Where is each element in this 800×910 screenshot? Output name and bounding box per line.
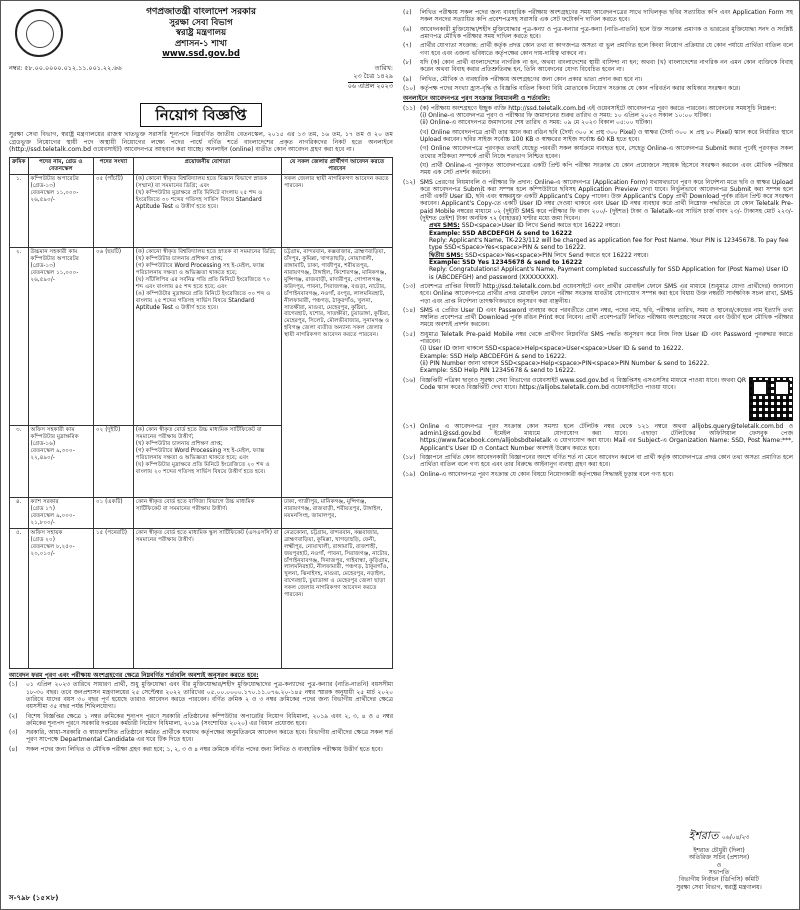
signature-block: [649, 829, 789, 891]
list-item: (৭) প্রার্থীর যোগ্যতা সংক্রান্ত: প্রার্থী কর্তৃক প্রদত্ত কোন তথ্য বা কাগজপত্র অসত্য বা ভুল প্রমাণিত হলে কিংবা নিয়োগ প্রক্রিয়ার যে কোন পর্যায়ে প্রার্থিতা বাতিল বলে গণ্য হবে এবং এজন্য ভবিষ্যতে কর্তৃপক্ষের কোন দায়-দায়িত্ব থাকবে না।: [403, 42, 793, 57]
notice-title: নিয়োগ বিজ্ঞপ্তি: [140, 103, 261, 127]
list-item: (১১) (ক) পরীক্ষায় অংশগ্রহণে ইচ্ছুক ব্যক্তি http://ssd.teletalk.com.bd এই ওয়েবসাইটে আবেদনপত্র পূরণ করতে পারবেন। আবেদনের সময়সূচি নিম্নরূপ: (i) Online-এ আবেদনপত্র পূরণ ও পরীক্ষার ফি জমাদানের শুরুর তারিখ ও সময়: ১০ এপ্রিল ২০২৩ সকাল ১০:০০ ঘটিকা। (ii) Online-এ আবেদনপত্র জমাদানের শেষ তারিখ ও সময়: ০৯ মে ২০২৩ বিকাল ০৫:০০ ঘটিকা।: [403, 104, 777, 127]
notice-title-box: [9, 103, 393, 127]
first-sms-format: SSD<space>User ID লিখে Send করতে হবে 16222 নম্বরে।: [461, 222, 621, 230]
th-qualification: প্রয়োজনীয় যোগ্যতা: [133, 157, 281, 174]
first-sms-example: Example: SSD ABCDEFGH & send to 16222: [429, 229, 573, 237]
intro-paragraph: সুরক্ষা সেবা বিভাগ, স্বরাষ্ট্র মন্ত্রণালয়ের রাজস্ব খাতভুক্ত সরাসরি শূন্যপদে নিম্নবর্ণিত জাতীয় বেতনস্কেল, ২০১৫ এর ১৩ তম, ১৬ তম, ১৭ তম ও ২০ তম গ্রেডভুক্ত নিয়োগের স্থায়ী পদে অস্থায়ী নিয়োগের লক্ষ্যে পদের পার্শ্বে বর্ণিত শর্তে বাংলাদেশের প্রকৃত নাগরিকদের নিকট হতে অনলাইনে (http://ssd.teletalk.com.bd ওয়েবসাইট) আবেদনপত্র আহবান করা যাচ্ছে। অনলাইন (online) ব্যতীত কোন আবেদন গ্রহণ করা হবে না।: [9, 131, 393, 154]
list-item: (১৮) বিজ্ঞাপনে প্রার্থিত কোন আবেদনকারী বিজ্ঞাপনের অংশে বর্ণিত শর্ত না মেনে আবেদন করলে বা প্রার্থী কর্তৃক আবেদনপত্রে প্রদত্ত কোন তথ্য অসত্য প্রমাণিত হলে প্রার্থিতা বাতিল বলে গণ্য হবে এবং তার বিরুদ্ধে আইনানুগ ব্যবস্থা গ্রহণ করা হবে।: [403, 453, 793, 469]
right-conditions-list-b: [403, 105, 793, 223]
list-item: (১৪) SMS এ প্রেরিত User ID এবং Password ব্যবহার করে পরবর্তীতে রোল নম্বর, পদের নাম, ছবি, পরীক্ষার তারিখ, সময় ও স্থানের/কেন্দ্রের নাম ইত্যাদি তথ্য সম্বলিত প্রবেশপত্র প্রার্থী Download পূর্বক রঙিন Print করে নিবেন। প্রার্থী প্রবেশপত্রটি লিখিত পরীক্ষায় অংশগ্রহণের সময়ে এবং উত্তীর্ণ হলে মৌখিক পরীক্ষার সময়ে অবশ্যই প্রদর্শন করবেন।: [403, 306, 793, 329]
right-conditions-list-c: [403, 283, 793, 478]
qr-code-icon[interactable]: [749, 377, 793, 421]
list-item: (ঘ) প্রার্থী Online-এ পূরণকৃত আবেদনপত্রের একটি প্রিন্ট কপি পরীক্ষা সংক্রান্ত যে কোন প্রয়োজনে সহায়ক হিসেবে সংরক্ষণ করবেন এবং মৌখিক পরীক্ষার সময় এক সেট প্রদর্শন করবেন।: [420, 161, 793, 177]
cell-post-name: উচ্চমান সহকারী কাম কম্পিউটার অপারেটর (গ্রেড-১৩) বেতনস্কেল ১১,০০০- ২৬,৫৯০/-: [28, 247, 93, 425]
cell-qualification: কোন স্বীকৃত বোর্ড হতে বাণিজ্য বিভাগে উচ্চ মাধ্যমিক সার্টিফিকেট বা সমমানের পরীক্ষায় উত্তীর্ণ।: [133, 497, 281, 528]
govt-header: [9, 7, 393, 99]
list-item: (১) ০১ এপ্রিল ২০২৩ তারিখে সাধারণ প্রার্থী, শুধু মুক্তিযোদ্ধা এবং বীর মুক্তিযোদ্ধার/শহীদ মুক্তিযোদ্ধাদের পুত্র-কন্যাদের পুত্র-কন্যার (নাতি-নাতনি) বয়সসীমা ১৮-৩০ বছর। তবে জনপ্রশাসন মন্ত্রণালয়ের ২৫ সেপ্টেম্বর ২০২২ তারিখের ০৫.০০.০০০০.১৭০.১১.০৭৬.২০-১৪৫ নম্বর স্মারক অনুযায়ী ২৫ মার্চ ২০২০ তারিখে যাদের বয়স ৩০ বছর পূর্ণ হয়েছে তারাও আবেদন করতে পারবেন। বর্ণিত ক্রমিক ২ ও ৩ নম্বর ক্রমিকের পদের জন্য বিভাগীয় প্রার্থীদের ক্ষেত্রে বয়সসীমা ৩৫ বছর পর্যন্ত শিথিলযোগ্য।: [9, 681, 393, 711]
cell-post-name: অফিস সহকারী কাম কম্পিউটার মুদ্রাক্ষরিক (গ্রেড-১৬) বেতনস্কেল ৯,৩০০- ২২,৪৯০/-: [28, 425, 93, 497]
list-item: (৮) যদি (ক) কোন প্রার্থী বাংলাদেশের নাগরিক না হন, অথবা বাংলাদেশের স্থায়ী বাসিন্দা না হন; অথবা (খ) বাংলাদেশের নাগরিক নন এমন কোন ব্যক্তিকে বিবাহ করেন অথবা বিবাহ করার প্রতিশ্রুতিবদ্ধ হন, তিনি আবেদনের যোগ্য বিবেচিত হবেন না।: [403, 58, 793, 74]
second-sms-format: SSD<space>Yes<space>PIN লিখে Send করতে হবে 16222 নম্বরে।: [465, 251, 649, 259]
cell-post-count: ০২ (দুইটি): [93, 425, 133, 497]
list-item: (১৭) Online এ আবেদনপত্র পূরণ সংক্রান্ত কোন সমস্যা হলে টেলিটক নম্বর থেকে ১২১ নম্বরে অথবা alljobs.query@teletalk.com.bd ও admin1@ssd.gov.bd ইমেইল মাধ্যমে যোগাযোগ করা যাবে। এছাড়া টেলিটকের অফিসিয়াল ফেসবুক পেজ https://www.facebook.com/alljobsbdteletalk এ যোগাযোগ করা যাবে। Mail এর Subject-এ Organization Name: SSD, Post Name:***, Applicant's User ID ও Contact Number অবশ্যই উল্লেখ করতে হবে।: [403, 422, 793, 452]
date-english: ০৬ এপ্রিল ২০২৩: [347, 82, 393, 91]
table-row: [10, 174, 393, 247]
signatory-role: সভাপতি: [708, 869, 730, 877]
list-item: (৫) লিখিত পরীক্ষায় সকল পদের জন্য ব্যবহারিক পরীক্ষায় অংশগ্রহণের সময় আবেদনপত্রের সাথে দাখিলকৃত ছবির সত্যায়িত কপি এবং Application Form সহ সকল সনদের সত্যায়িত কপি প্রবেশপত্রসহ সরাসরি এক সেট ফটোকপি দাখিল করতে হবে।: [403, 9, 793, 24]
posts-table: [9, 157, 393, 669]
list-item: (১৬) বিজ্ঞপ্তিটি পত্রিকা ছাড়াও সুরক্ষা সেবা বিভাগের ওয়েবসাইট www.ssd.gov.bd এ বিজ্ঞপ্তিসহ এসএসসির মাধ্যমে পাওয়া যাবে। অথবা QR Code স্ক্যান করেও বিজ্ঞপ্তিটি দেখা যাবে। https://alljobs.teletalk.com.bd ওয়েবসাইটেও পাওয়া যাবে।: [403, 377, 793, 421]
cell-post-count: ০৫ (পাঁচটি): [93, 174, 133, 247]
cell-serial: ১.: [10, 174, 29, 247]
cell-districts: নেত্রকোনা, চট্টগ্রাম, বান্দরবান, কক্সবাজার, ব্রাহ্মণবাড়িয়া, কুমিল্লা, খাগড়াছড়ি, ফেনী, লক্ষ্মীপুর, নোয়াখালী, রাঙ্গামাটি, রাজশাহী, জয়পুরহাট, নওগাঁ, পাবনা, সিরাজগঞ্জ, নাটোর, চাঁপাইনবাবগঞ্জ, দিনাজপুর, গাইবান্ধা, কুড়িগ্রাম, লালমনিরহাট, নীলফামারী, পঞ্চগড়, ঠাকুরগাঁও, খুলনা, ঝিনাইদহ, মাগুরা, মেহেরপুর, নড়াইল, বাগেরহাট, চুয়াডাঙ্গা ও মেহেরপুর জেলা ছাড়া সকল জেলার নাগরিকগণ আবেদন করতে পারবেন।: [282, 528, 393, 668]
cell-qualification: (ক) কোন স্বীকৃত বোর্ড হতে উচ্চ মাধ্যমিক সার্টিফিকেট বা সমমানের পরীক্ষায় উত্তীর্ণ; (খ) কম্পিউটার চালনায় প্রশিক্ষণ প্রাপ্ত; (গ) কম্পিউটারে Word Processing সহ ই-মেইল, ফ্যাক্স পরিচালনায় দক্ষতা ও অভিজ্ঞতা থাকতে হবে; এবং (ঘ) কম্পিউটার মুদ্রাক্ষরে প্রতি মিনিটে ইংরেজিতে ২০ শব্দ ও বাংলায় ২০ শব্দের গতিসহ সার্ভিস বিষয়ে উত্তীর্ণ হতে হবে।: [133, 425, 281, 497]
left-column: [9, 7, 393, 753]
online-application-heading: অনলাইনে আবেদনপত্র পূরণ সংক্রান্ত নিয়মাবলী ও শর্তাবলি:: [403, 95, 551, 103]
header-line-3: স্বরাষ্ট্র মন্ত্রণালয়: [175, 28, 227, 39]
list-item: (৩) সরকারি, আধা-সরকারি ও স্বায়ত্তশাসিত প্রতিষ্ঠানে কর্মরত প্রার্থীকে যথাযথ কর্তৃপক্ষের অনুমতিক্রমে আবেদন করতে হবে। বিভাগীয় প্রার্থীদের ক্ষেত্রে সকল শর্ত পূরণ সাপেক্ষে Departmental Candidate এর ঘরে টিক দিতে হবে।: [9, 729, 393, 744]
list-item: (১৫) শুধুমাত্র Teletalk Pre-paid Mobile নম্বর থেকে প্রার্থীগণ নিম্নবর্ণিত SMS পদ্ধতি অনুসরণ করে নিজ নিজ User ID এবং Password পুনরুদ্ধার করতে পারবেন। (i) User ID জানা থাকলে SSD<space>Help<space>User<space>User ID & send to 16222. Example: SSD Help ABCDEFGH & send to 16222. (ii) PIN Number জানা থাকলে SSD<space>Help<space>PIN<space>PIN Number & send to 16222. Example: SSD Help PIN 12345678 & send to 16222.: [403, 330, 793, 375]
left-conditions-list: [9, 681, 393, 753]
header-website-link[interactable]: www.ssd.gov.bd: [162, 49, 240, 60]
list-item: (৬) আবেদনকারী মুক্তিযোদ্ধা/শহীদ মুক্তিযোদ্ধার পুত্র-কন্যা ও পুত্র-কন্যার পুত্র-কন্যা (নাতি-নাতনি) হলে উক্ত সংক্রান্ত প্রমাণক ও ভারতের মুক্তিযোদ্ধা সনদ ও সংশ্লিষ্ট প্রমাণপত্র মৌখিক পরীক্ষার সময় দাখিল করতে হবে।: [403, 25, 793, 40]
date-label: তারিখ:: [374, 64, 393, 73]
signature-date: ০৬/০৪/২৩: [721, 834, 750, 842]
cell-post-name: অফিস সহায়ক (গ্রেড ২০) বেতনস্কেল ৮,২৫০- ২০,০১০/-: [28, 528, 93, 668]
cell-serial: ৪.: [10, 497, 29, 528]
cell-post-count: ০১ (একটি): [93, 497, 133, 528]
table-row: [10, 247, 393, 425]
signatory-designation: অতিরিক্ত সচিব (প্রশাসন): [688, 854, 750, 862]
footer-code: স-৭৯৮ (১৫×৮): [9, 894, 59, 903]
cell-serial: ৩.: [10, 425, 29, 497]
table-header-row: [10, 157, 393, 174]
right-column: [403, 7, 793, 478]
cell-districts: চট্টগ্রাম, বান্দরবান, কক্সবাজার, ব্রাহ্মণবাড়িয়া, চাঁদপুর, কুমিল্লা, খাগড়াছড়ি, নোয়াখালী, রাঙ্গামাটি, ঢাকা, গাজীপুর, শরীয়তপুর, নারায়ণগঞ্জ, টাঙ্গাইল, কিশোরগঞ্জ, মানিকগঞ্জ, মুন্সিগঞ্জ, রাজবাড়ী, মাদারীপুর, গোপালগঞ্জ, ফরিদপুর, পাবনা, সিরাজগঞ্জ, বগুড়া, নাটোর, চাঁপাইনবাবগঞ্জ, নওগাঁ, রংপুর, লালমনিরহাট, নীলফামারী, পঞ্চগড়, ঠাকুরগাঁও, খুলনা, সাতক্ষীরা, মাগুরা, মেহেরপুর, কুষ্টিয়া, বাগেরহাট, যশোর, সাতক্ষীরা, চুয়াডাঙ্গা, কুষ্টিয়া, মেহেরপুর, সিলেট, মৌলভীবাজার, সুনামগঞ্জ ও হবিগঞ্জ জেলা ব্যতীত অন্যান্য সকল জেলার স্থায়ী নাগরিকগণ আবেদন করতে পারবেন।: [282, 247, 393, 497]
cell-qualification: কোন স্বীকৃত বোর্ড হতে মাধ্যমিক স্কুল সার্টিফিকেট (এসএসসি) বা সমমানের পরীক্ষায় উত্তীর্ণ।: [133, 528, 281, 668]
sms-instructions: [429, 222, 793, 281]
list-item: (৯) লিখিত, মৌখিক ও ব্যবহারিক পরীক্ষায় অংশগ্রহণের জন্য কোন প্রকার ভাতা প্রদান করা হবে না।: [403, 75, 643, 83]
signatory-committee: বিভাগীয় নির্বাচন (ডিপিসি) কমিটি: [679, 876, 759, 884]
header-line-1: গণপ্রজাতন্ত্রী বাংলাদেশ সরকার: [146, 7, 256, 17]
list-item: (১২) SMS প্রেরণের নিয়মাবলি ও পরীক্ষার ফি প্রদান: Online-এ আবেদনপত্র (Application Form) যথাযথভাবে পূরণ করে নির্দেশনা মতে ছবি ও স্বাক্ষর Upload করে আবেদনপত্র Submit করা সম্পন্ন হলে কম্পিউটারে ছবিসহ Application Preview দেখা যাবে। নির্ভুলভাবে আবেদনপত্র Submit করা সম্পন্ন হলে প্রার্থী একটি User ID, ছবি এবং স্বাক্ষরযুক্ত একটি Applicant's Copy পাবেন। উক্ত Applicant's Copy প্রার্থী Download পূর্বক রঙিন প্রিন্ট করে সংরক্ষণ করবেন। Applicant's Copy-তে একটি User ID নম্বর দেওয়া থাকবে এবং User ID নম্বর ব্যবহার করে প্রার্থী নিম্নোক্ত পদ্ধতিতে যে কোন Teletalk Pre-paid Mobile নম্বরের মাধ্যমে ০২ (দুই)টি SMS করে পরীক্ষার ফি বাবদ ২০০/- (দুইশত) টাকা ও Teletalk-এর সার্ভিস চার্জ বাবদ ২৩/- টাকাসহ মোট ২২৩/- (দুইশত তেইশ) টাকা অনধিক ৭২ (বাহাত্তর) ঘণ্টার মধ্যে জমা দিবেন।: [403, 178, 793, 223]
list-item: (১৯) Online-এ আবেদনপত্র পূরণ সংক্রান্ত যে কোন বিষয়ে নিয়োগকারী কর্তৃপক্ষের সিদ্ধান্তই চূড়ান্ত বলে গণ্য হবে।: [403, 470, 674, 478]
cell-post-count: ১৫ (পনেরটি): [93, 528, 133, 668]
list-item: (১৩) প্রবেশপত্র প্রাপ্তির বিষয়টি http://ssd.teletalk.com.bd ওয়েবসাইটে এবং প্রার্থীর মোবাইল ফোনে SMS এর মাধ্যমে (শুধুমাত্র যোগ্য প্রার্থীদের) জানানো হবে। Online আবেদনপত্রে প্রার্থীর প্রদত্ত মোবাইল ফোনে পরীক্ষা সংক্রান্ত যাবতীয় যোগাযোগ সম্পন্ন করা হবে বিধায় উক্ত নম্বরটি সার্বক্ষণিক সচল রাখা, SMS পড়া এবং প্রাপ্ত নির্দেশনা তাৎক্ষণিকভাবে অনুসরণ করা বাঞ্ছনীয়।: [403, 282, 793, 305]
cell-post-name: কম্পিউটার অপারেটর (গ্রেড-১৩) বেতনস্কেল ১১,০০০- ২৬,৫৯০/-: [28, 174, 93, 247]
header-line-2: সুরক্ষা সেবা বিভাগ: [169, 17, 233, 28]
th-serial: ক্রমিক: [10, 157, 29, 174]
list-item: (৪) সকল পদের জন্য লিখিত ও মৌখিক পরীক্ষা গ্রহণ করা হবে; ১, ২, ৩ ও ৪ নম্বর ক্রমিকে বর্ণিত পদের জন্য লিখিত ও ব্যবহারিক পরীক্ষায় উত্তীর্ণ হতে হবে।: [9, 745, 383, 753]
cell-serial: ২.: [10, 247, 29, 425]
cell-qualification: (ক) কোনো স্বীকৃত বিশ্ববিদ্যালয় হতে বিজ্ঞান বিভাগে স্নাতক (সম্মান) বা সমমানের ডিগ্রি; এবং (খ) কম্পিউটার মুদ্রাক্ষরে প্রতি মিনিটে বাংলায় ২৫ শব্দ ও ইংরেজিতে ৩০ শব্দের গতিসহ সার্ভিস বিষয়ে Standard Aptitude Test এ উত্তীর্ণ হতে হবে।: [133, 174, 281, 247]
second-sms-example: Example: SSD Yes 12345678 & send to 16222: [429, 258, 583, 266]
list-item: (গ) Online আবেদনপত্রে পূরণকৃত তথ্যই যেহেতু পরবর্তী সকল কার্যক্রমে ব্যবহৃত হবে, সেহেতু Online-এ আবেদনপত্র Submit করার পূর্বেই পূরণকৃত সকল তথ্যের সঠিকতা সম্পর্কে প্রার্থী নিজে শতভাগ নিশ্চিত হবেন।: [420, 145, 793, 160]
second-sms-label: দ্বিতীয় SMS:: [429, 251, 464, 259]
signatory-name: ইশরাত চৌধুরী (দিলা): [693, 847, 745, 855]
first-sms-label: প্রথম SMS:: [429, 222, 460, 230]
th-post-name: পদের নাম, গ্রেড ও বেতনস্কেল: [28, 157, 93, 174]
cell-serial: ৫.: [10, 528, 29, 668]
signatory-and: ও: [716, 861, 722, 869]
table-row: [10, 497, 393, 528]
reference-line: [9, 65, 393, 90]
cell-post-name: ক্যাশ সরকার (গ্রেড ১৭) বেতনস্কেল ৯,০০০- ২১,৮০০/-: [28, 497, 93, 528]
list-item: (২) বিশেষ বিজ্ঞপ্তির ক্ষেত্রে ১ নম্বর ক্রমিকের শূন্যপদ পূরণে সরকারি প্রতিষ্ঠানের কম্পিউটার অপারেটর নিয়োগ বিধিমালা, ২০১৯ এবং ২, ৩, ৪ ও ৫ নম্বর ক্রমিকের শূন্যপদ পূরণে সরকারি দপ্তরের কর্মচারী নিয়োগ বিধিমালা, ২০১৯ (সংশোধিত ২০২০) এর বিধান প্রযোজ্য হবে।: [9, 712, 393, 727]
first-sms-reply: Reply: Applicant's Name, TK-223/112 will be charged as application fee for Post Name. Your PIN is 12345678. To pay fee type SSD<Space>Yes<space>PIN & send to 16222.: [429, 237, 789, 252]
table-row: [10, 528, 393, 668]
cell-post-count: ০৬ (ছয়টি): [93, 247, 133, 425]
signatory-org: সুরক্ষা সেবা বিভাগ, স্বরাষ্ট্র মন্ত্রণালয়।: [676, 883, 762, 891]
cell-qualification: (ক) কোনো স্বীকৃত বিশ্ববিদ্যালয় হতে স্নাতক বা সমমানের ডিগ্রি; (খ) কম্পিউটার চালনায় প্রশিক্ষণ প্রাপ্ত; (গ) কম্পিউটারে Word Processing সহ ই-মেইল, ফ্যাক্স পরিচালনায় দক্ষতা ও অভিজ্ঞতা থাকতে হবে; (ঘ) সাঁটলিপির এর সর্বনিম্ন গতি প্রতি মিনিটে ইংরেজিতে ৭০ শব্দ এবং বাংলায় ৪৫ শব্দ হতে হবে; এবং (ঙ) কম্পিউটার মুদ্রাক্ষরে প্রতি মিনিটে ইংরেজিতে ৩০ শব্দ ও বাংলায় ২৫ শব্দের গতিসহ সার্ভিস বিষয়ে Standard Aptitude Test এ উত্তীর্ণ হতে হবে।: [133, 247, 281, 425]
govt-seal-icon: [15, 9, 63, 57]
cell-districts: সকল জেলার স্থায়ী নাগরিকগণ আবেদন করতে পারবেন।: [282, 174, 393, 247]
reference-number: নম্বর: ৫৮.০০.০০০০.০১২.১১.০০১.২২.৬৬: [9, 64, 122, 73]
second-sms-reply: Reply: Congratulations! Applicant's Name, Payment completed successfully for SSD Application for (Post Name) User ID is (ABCDEFGH) and password (XXXXXXXX).: [429, 266, 789, 281]
date-box: [348, 65, 393, 90]
list-item: (খ) Online আবেদনপত্রে প্রার্থী তার স্ক্যান করা রঙিন ছবি (দৈর্ঘ্য ৩০০ × প্রস্থ ৩০০ Pixel) ও স্বাক্ষর (দৈর্ঘ্য ৩০০ × প্রস্থ ৮০ Pixel) স্ক্যান করে নির্ধারিত স্থানে Upload করবেন। ছবির সাইজ সর্বোচ্চ 100 KB ও স্বাক্ষরের সাইজ সর্বোচ্চ 60 KB হতে হবে।: [420, 128, 793, 143]
list-item: (১০) কর্তৃপক্ষ পদের সংখ্যা হ্রাস-বৃদ্ধি ও বিজ্ঞপ্তি বাতিল কিংবা বিধি মোতাবেক নিয়োগ সংক্রান্ত যে কোন পরিবর্তন করার অধিকার সংরক্ষণ করে।: [403, 84, 741, 92]
th-post-count: পদের সংখ্যা: [93, 157, 133, 174]
th-districts: যে সকল জেলার প্রার্থীগণ আবেদন করতে পারবেন: [282, 157, 393, 174]
conditions-heading: আবেদন ফরম পূরণ এবং পরীক্ষায় অংশগ্রহণের ক্ষেত্রে নিম্নবর্ণিত শর্তাবলি অবশ্যই অনুসরণ করতে হবে:: [9, 671, 259, 679]
cell-districts: ঢাকা, গাজীপুর, মানিকগঞ্জ, মুন্সিগঞ্জ, নারায়ণগঞ্জ, রাজবাড়ী, শরীয়তপুর, টাঙ্গাইল, ময়মনসিংহ, জামালপুর,: [282, 497, 393, 528]
header-line-4: প্রশাসন-১ শাখা: [174, 38, 228, 49]
signature-scrawl: ইশরাত ০৬/০৪/২৩: [688, 829, 750, 843]
date-bangla: ২৩ চৈত্র ১৪২৯: [348, 73, 393, 83]
right-conditions-list-a: [403, 9, 793, 92]
